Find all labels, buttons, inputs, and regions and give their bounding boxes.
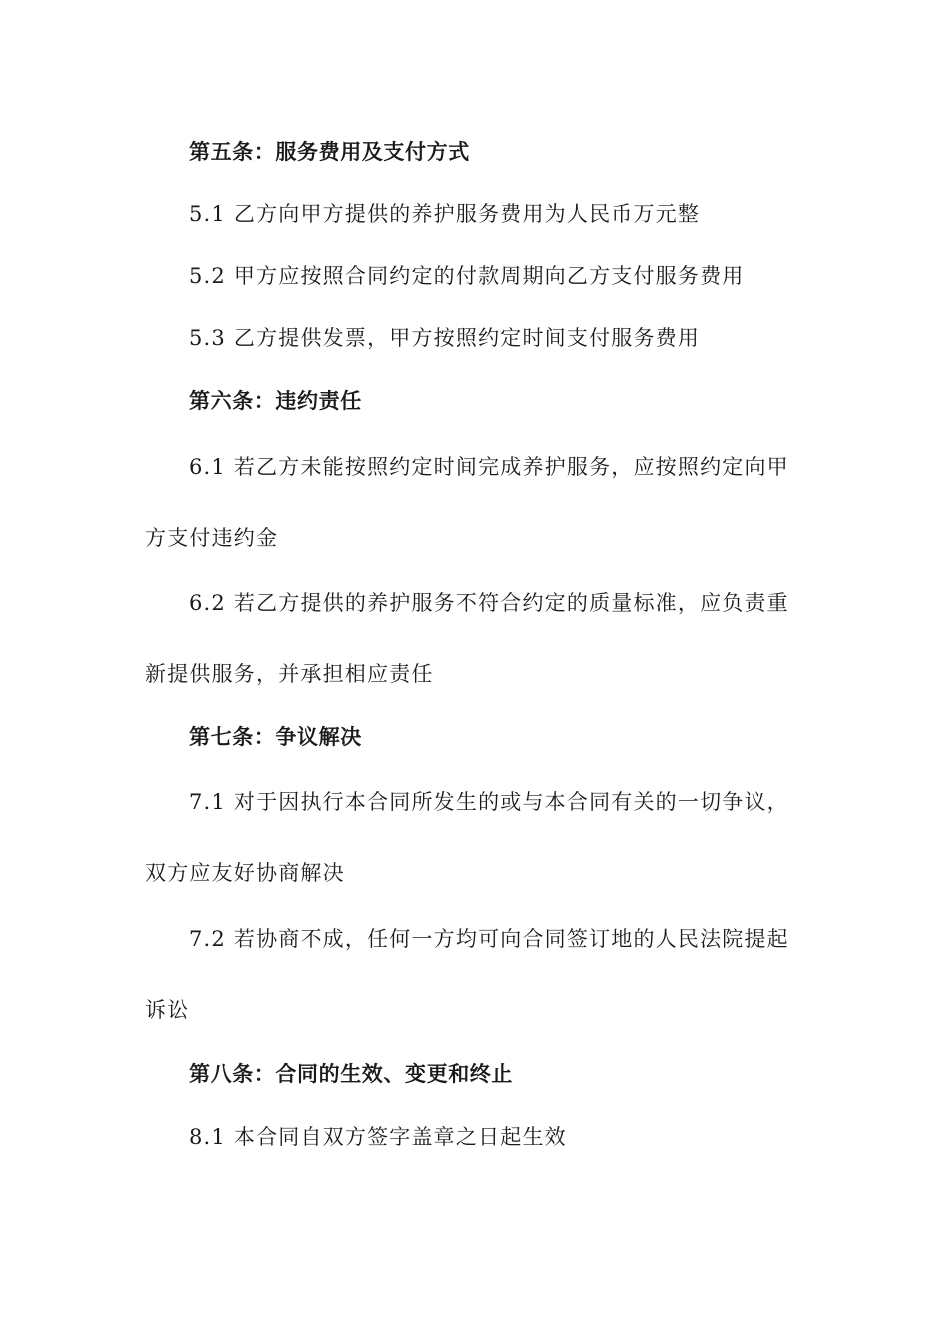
clause-6-2-line2: 新提供服务，并承担相应责任: [145, 662, 434, 686]
clause-7-1-line1: 7.1 对于因执行本合同所发生的或与本合同有关的一切争议，: [189, 790, 789, 814]
clause-7-2-line1: 7.2 若协商不成，任何一方均可向合同签订地的人民法院提起: [189, 927, 789, 951]
section-heading-7: 第七条：争议解决: [189, 725, 362, 749]
section-heading-6: 第六条：违约责任: [189, 389, 362, 413]
clause-5-3: 5.3 乙方提供发票，甲方按照约定时间支付服务费用: [189, 326, 701, 350]
section-heading-8: 第八条：合同的生效、变更和终止: [189, 1062, 513, 1086]
clause-8-1: 8.1 本合同自双方签字盖章之日起生效: [189, 1125, 567, 1149]
clause-6-1-line2: 方支付违约金: [145, 526, 279, 550]
clause-7-2-line2: 诉讼: [145, 998, 190, 1022]
clause-5-2: 5.2 甲方应按照合同约定的付款周期向乙方支付服务费用: [189, 264, 745, 288]
clause-5-1: 5.1 乙方向甲方提供的养护服务费用为人民币万元整: [189, 202, 701, 226]
section-heading-5: 第五条：服务费用及支付方式: [189, 140, 470, 164]
clause-6-2-line1: 6.2 若乙方提供的养护服务不符合约定的质量标准，应负责重: [189, 591, 789, 615]
clause-7-1-line2: 双方应友好协商解决: [145, 861, 345, 885]
clause-6-1-line1: 6.1 若乙方未能按照约定时间完成养护服务，应按照约定向甲: [189, 455, 789, 479]
